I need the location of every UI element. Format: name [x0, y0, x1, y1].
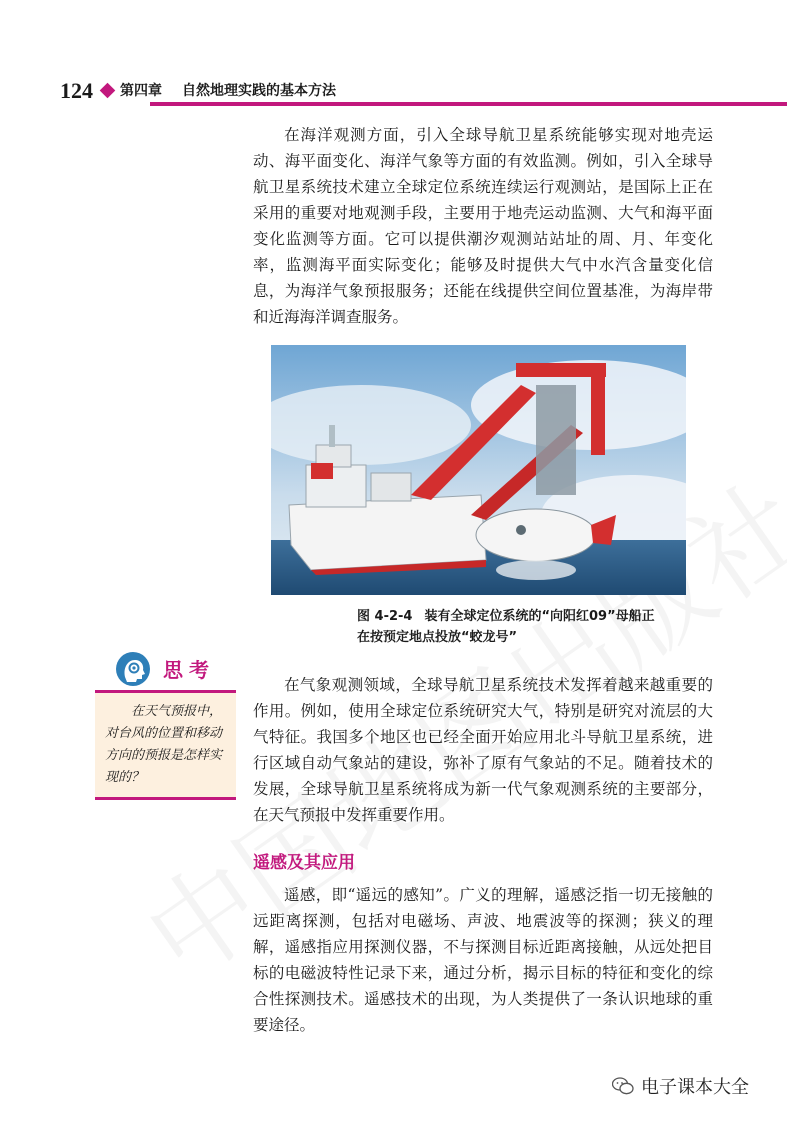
paragraph-ocean-observation — [253, 122, 713, 330]
paragraph-text: 在气象观测领域，全球导航卫星系统技术发挥着越来越重要的作用。例如，使用全球定位系统研究大气，特别是研究对流层的大气特征。我国多个地区也已经全面开始应用北斗导航卫星系统，进行区域自动气象站的建设，弥补了原有气象站的不足。随着技术的发展，全球导航卫星系统将成为新一代气象观测系统的主要部分，在天气预报中发挥重要作用。 — [253, 676, 713, 824]
think-title: 思考 — [163, 658, 215, 682]
paragraph-text: 遥感，即“遥远的感知”。广义的理解，遥感泛指一切无接触的远距离探测，包括对电磁场、声波、地震波等的探测；狭义的理解，遥感指应用探测仪器，不与探测目标近距离接触，从远处把目标的电磁波特性记录下来，通过分析，揭示目标的特征和变化的综合性探测技术。遥感技术的出现，为人类提供了一条认识地球的重要途径。 — [253, 886, 713, 1034]
paragraph-meteorology — [253, 672, 713, 828]
head-gear-icon — [115, 651, 151, 687]
think-box — [95, 648, 236, 800]
page-number: 124 — [60, 78, 93, 103]
page-header — [60, 78, 787, 108]
think-header — [95, 648, 236, 690]
header-rule — [150, 102, 787, 106]
chapter-label: 第四章 — [120, 83, 162, 99]
figure-caption — [357, 606, 657, 648]
wechat-icon — [612, 1077, 634, 1095]
paragraph-text: 在海洋观测方面，引入全球导航卫星系统能够实现对地壳运动、海平面变化、海洋气象等方面的有效监测。例如，引入全球导航卫星系统技术建立全球定位系统连续运行观测站，是国际上正在采用的重要对地观测手段，主要用于地壳运动监测、大气和海平面变化监测等方面。它可以提供潮汐观测站站址的周、月、年变化率，监测海平面实际变化；能够及时提供大气中水汽含量变化信息，为海洋气象预报服务；还能在线提供空间位置基准，为海岸带和近海海洋调查服务。 — [253, 126, 713, 326]
diamond-icon — [100, 83, 116, 99]
figure-number: 图 4-2-4 — [357, 609, 413, 624]
figure-photo — [271, 345, 686, 595]
section-title: 遥感及其应用 — [253, 853, 355, 873]
watermark-text: 电子课本大全 — [641, 1077, 749, 1098]
ship-photo-illustration — [271, 345, 686, 595]
chapter-title: 自然地理实践的基本方法 — [182, 83, 336, 99]
figure-caption-text: 装有全球定位系统的“向阳红09”母船正在按预定地点投放“蛟龙号” — [357, 609, 655, 645]
paragraph-remote-sensing — [253, 882, 713, 1038]
think-question-box — [95, 690, 236, 800]
think-question: 在天气预报中，对台风的位置和移动方向的预报是怎样实现的？ — [105, 704, 223, 785]
